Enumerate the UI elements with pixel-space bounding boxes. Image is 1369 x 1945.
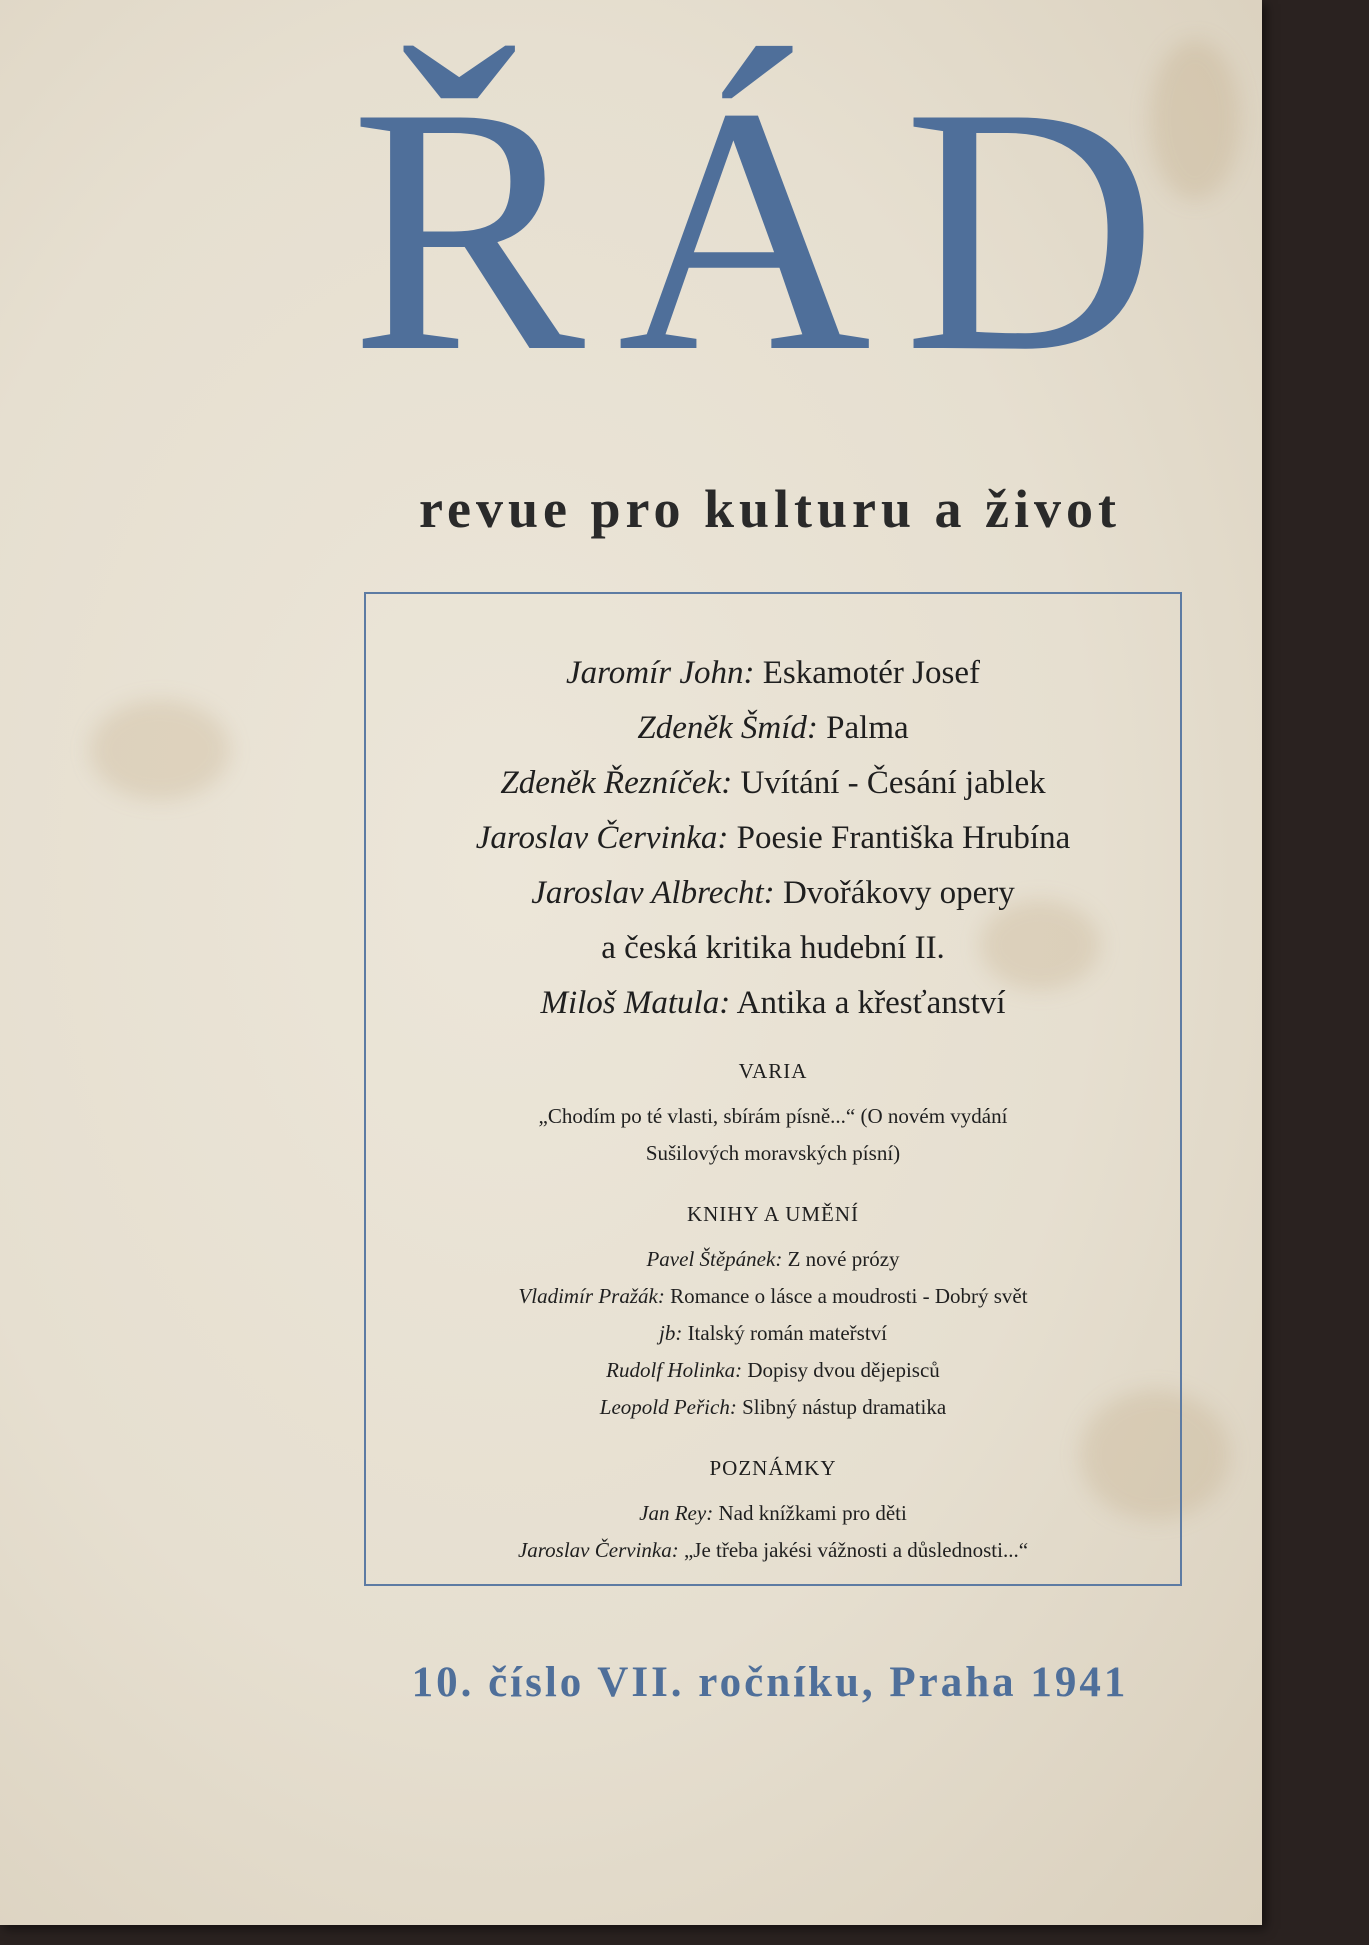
masthead-title: ŘÁD <box>350 35 1190 425</box>
knihy-entry: Rudolf Holinka: Dopisy dvou dějepisců <box>606 1358 940 1382</box>
knihy-entry: Vladimír Pražák: Romance o lásce a moudrosti - Dobrý svět <box>518 1284 1028 1308</box>
knihy-entry: Leopold Peřich: Slibný nástup dramatika <box>599 1395 947 1419</box>
contents-entry: a česká kritika hudební II. <box>601 930 945 966</box>
contents-entry: Jaromír John: Eskamotér Josef <box>566 655 980 691</box>
contents-box <box>364 592 1182 1586</box>
contents-entry: Miloš Matula: Antika a křesťanství <box>540 985 1006 1021</box>
poznamky-entry: Jan Rey: Nad knížkami pro děti <box>639 1501 907 1525</box>
knihy-entry: jb: Italský román mateřství <box>658 1321 888 1345</box>
poznamky-heading: POZNÁMKY <box>709 1456 837 1480</box>
varia-heading: VARIA <box>738 1059 808 1083</box>
contents-entry: Zdeněk Řezníček: Uvítání - Česání jablek <box>500 765 1046 801</box>
knihy-heading: KNIHY A UMĚNÍ <box>686 1202 860 1226</box>
varia-line: „Chodím po té vlasti, sbírám písně...“ (O novém vydání <box>538 1104 1008 1128</box>
knihy-entry: Pavel Štěpánek: Z nové prózy <box>646 1247 900 1271</box>
contents-main <box>366 646 1180 1569</box>
masthead-subtitle: revue pro kulturu a život <box>418 479 1122 539</box>
paper-stain <box>90 700 230 800</box>
contents-entry: Jaroslav Červinka: Poesie Františka Hrubína <box>475 820 1071 856</box>
varia-line: Sušilových moravských písní) <box>645 1141 901 1165</box>
poznamky-entry: Jaroslav Červinka: „Je třeba jakési vážnosti a důslednosti...“ <box>517 1538 1029 1562</box>
issue-line: 10. číslo VII. ročníku, Praha 1941 <box>411 1659 1129 1706</box>
contents-entry: Jaroslav Albrecht: Dvořákovy opery <box>531 875 1015 911</box>
contents-entry: Zdeněk Šmíd: Palma <box>637 710 909 746</box>
